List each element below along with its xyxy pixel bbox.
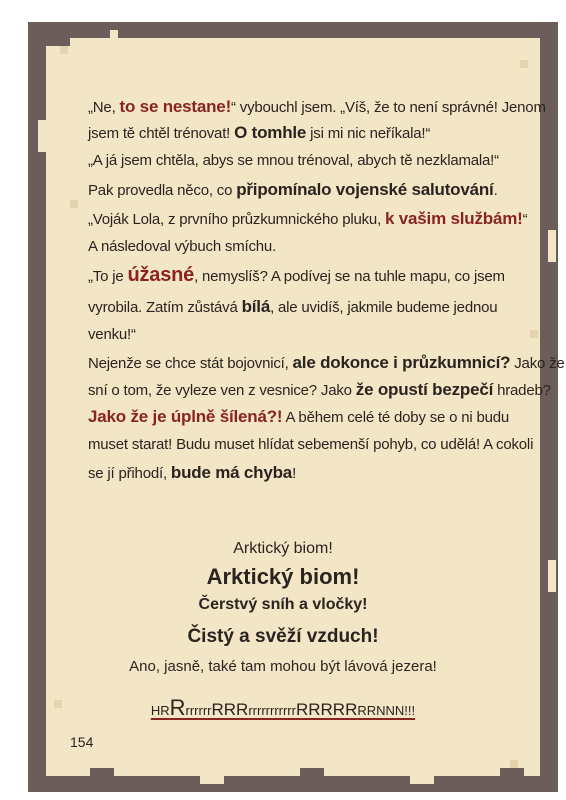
plain-text: sní o tom, že vyleze ven z vesnice? Jako <box>88 382 356 399</box>
plain-text: ! <box>292 465 297 482</box>
roar-segment: RRR <box>211 700 249 719</box>
text-line <box>88 381 551 400</box>
exclamation-line: Čistý a svěží vzduch! <box>187 626 379 647</box>
roar-text <box>150 695 416 720</box>
roar-segment: rrrrrr <box>185 703 212 718</box>
emphasis-text: bílá <box>241 297 271 316</box>
emphasis-text: Jako že je úplně šílená?! <box>88 407 283 426</box>
text-line <box>88 266 505 286</box>
plain-text: hradeb? <box>493 382 551 399</box>
plain-text: se jí přihodí, <box>88 465 171 482</box>
text-line <box>88 98 546 117</box>
emphasis-text: k vašim službám! <box>385 209 523 228</box>
plain-text: jsi mi nic neříkala!“ <box>306 125 431 142</box>
text-line <box>88 436 533 454</box>
emphasis-text: úžasné <box>127 264 195 286</box>
text-line <box>88 152 499 170</box>
emphasis-text: to se nestane! <box>119 97 232 116</box>
emphasis-text: O tomhle <box>234 123 307 142</box>
roar-segment: RRRRR <box>295 700 358 719</box>
plain-text: Nejenže se chce stát bojovnicí, <box>88 355 293 372</box>
emphasis-text: že opustí bezpečí <box>355 380 494 399</box>
text-line <box>88 408 509 427</box>
exclamation-line: Arktický biom! <box>206 564 360 589</box>
plain-text: Pak provedla něco, co <box>88 182 237 199</box>
roar-segment: R <box>169 695 186 720</box>
plain-text: A následoval výbuch smíchu. <box>88 238 277 255</box>
text-line <box>88 298 497 317</box>
roar-segment: rrrrrrrrrrr <box>248 703 296 718</box>
plain-text: “ vybouchl jsem. „Víš, že to není správné! Jenom <box>231 99 546 116</box>
emphasis-text: ale dokonce i průzkumnicí? <box>292 353 511 372</box>
text-line <box>88 238 276 256</box>
roar-line <box>0 695 566 721</box>
exclamation-line: Arktický biom! <box>233 540 333 557</box>
plain-text: “ <box>522 211 528 228</box>
plain-text: vyrobila. Zatím zůstává <box>88 299 242 316</box>
page-number: 154 <box>70 734 94 750</box>
plain-text: venku!“ <box>88 326 136 343</box>
plain-text: . <box>493 182 498 199</box>
plain-text: muset starat! Budu muset hlídat sebemenší pohyb, co udělá! A cokoli <box>88 436 534 453</box>
exclamation-line: Ano, jasně, také tam mohou být lávová jezera! <box>129 658 437 675</box>
exclamation-line: Čerstvý sníh a vločky! <box>198 596 368 613</box>
emphasis-text: bude má chyba <box>170 463 293 482</box>
text-line <box>88 124 430 143</box>
roar-segment: HR <box>150 703 170 718</box>
plain-text: jsem tě chtěl trénovat! <box>88 125 235 142</box>
text-line <box>88 354 565 373</box>
plain-text: „A já jsem chtěla, abys se mnou trénoval, abych tě nezklamala!“ <box>88 152 499 169</box>
plain-text: „To je <box>88 268 128 285</box>
text-line <box>88 326 136 344</box>
emphasis-text: připomínalo vojenské salutování <box>236 180 494 199</box>
roar-segment: RRNNN!!! <box>357 703 416 718</box>
text-line <box>88 181 498 200</box>
plain-text: „Voják Lola, z prvního průzkumnického pluku, <box>88 211 385 228</box>
text-line <box>88 464 296 483</box>
plain-text: „Ne, <box>88 99 120 116</box>
plain-text: A během celé té doby se o ni budu <box>282 409 510 426</box>
plain-text: Jako že <box>510 355 565 372</box>
plain-text: , nemyslíš? A podívej se na tuhle mapu, co jsem <box>194 268 505 285</box>
text-line <box>88 210 527 229</box>
plain-text: , ale uvidíš, jakmile budeme jednou <box>270 299 498 316</box>
